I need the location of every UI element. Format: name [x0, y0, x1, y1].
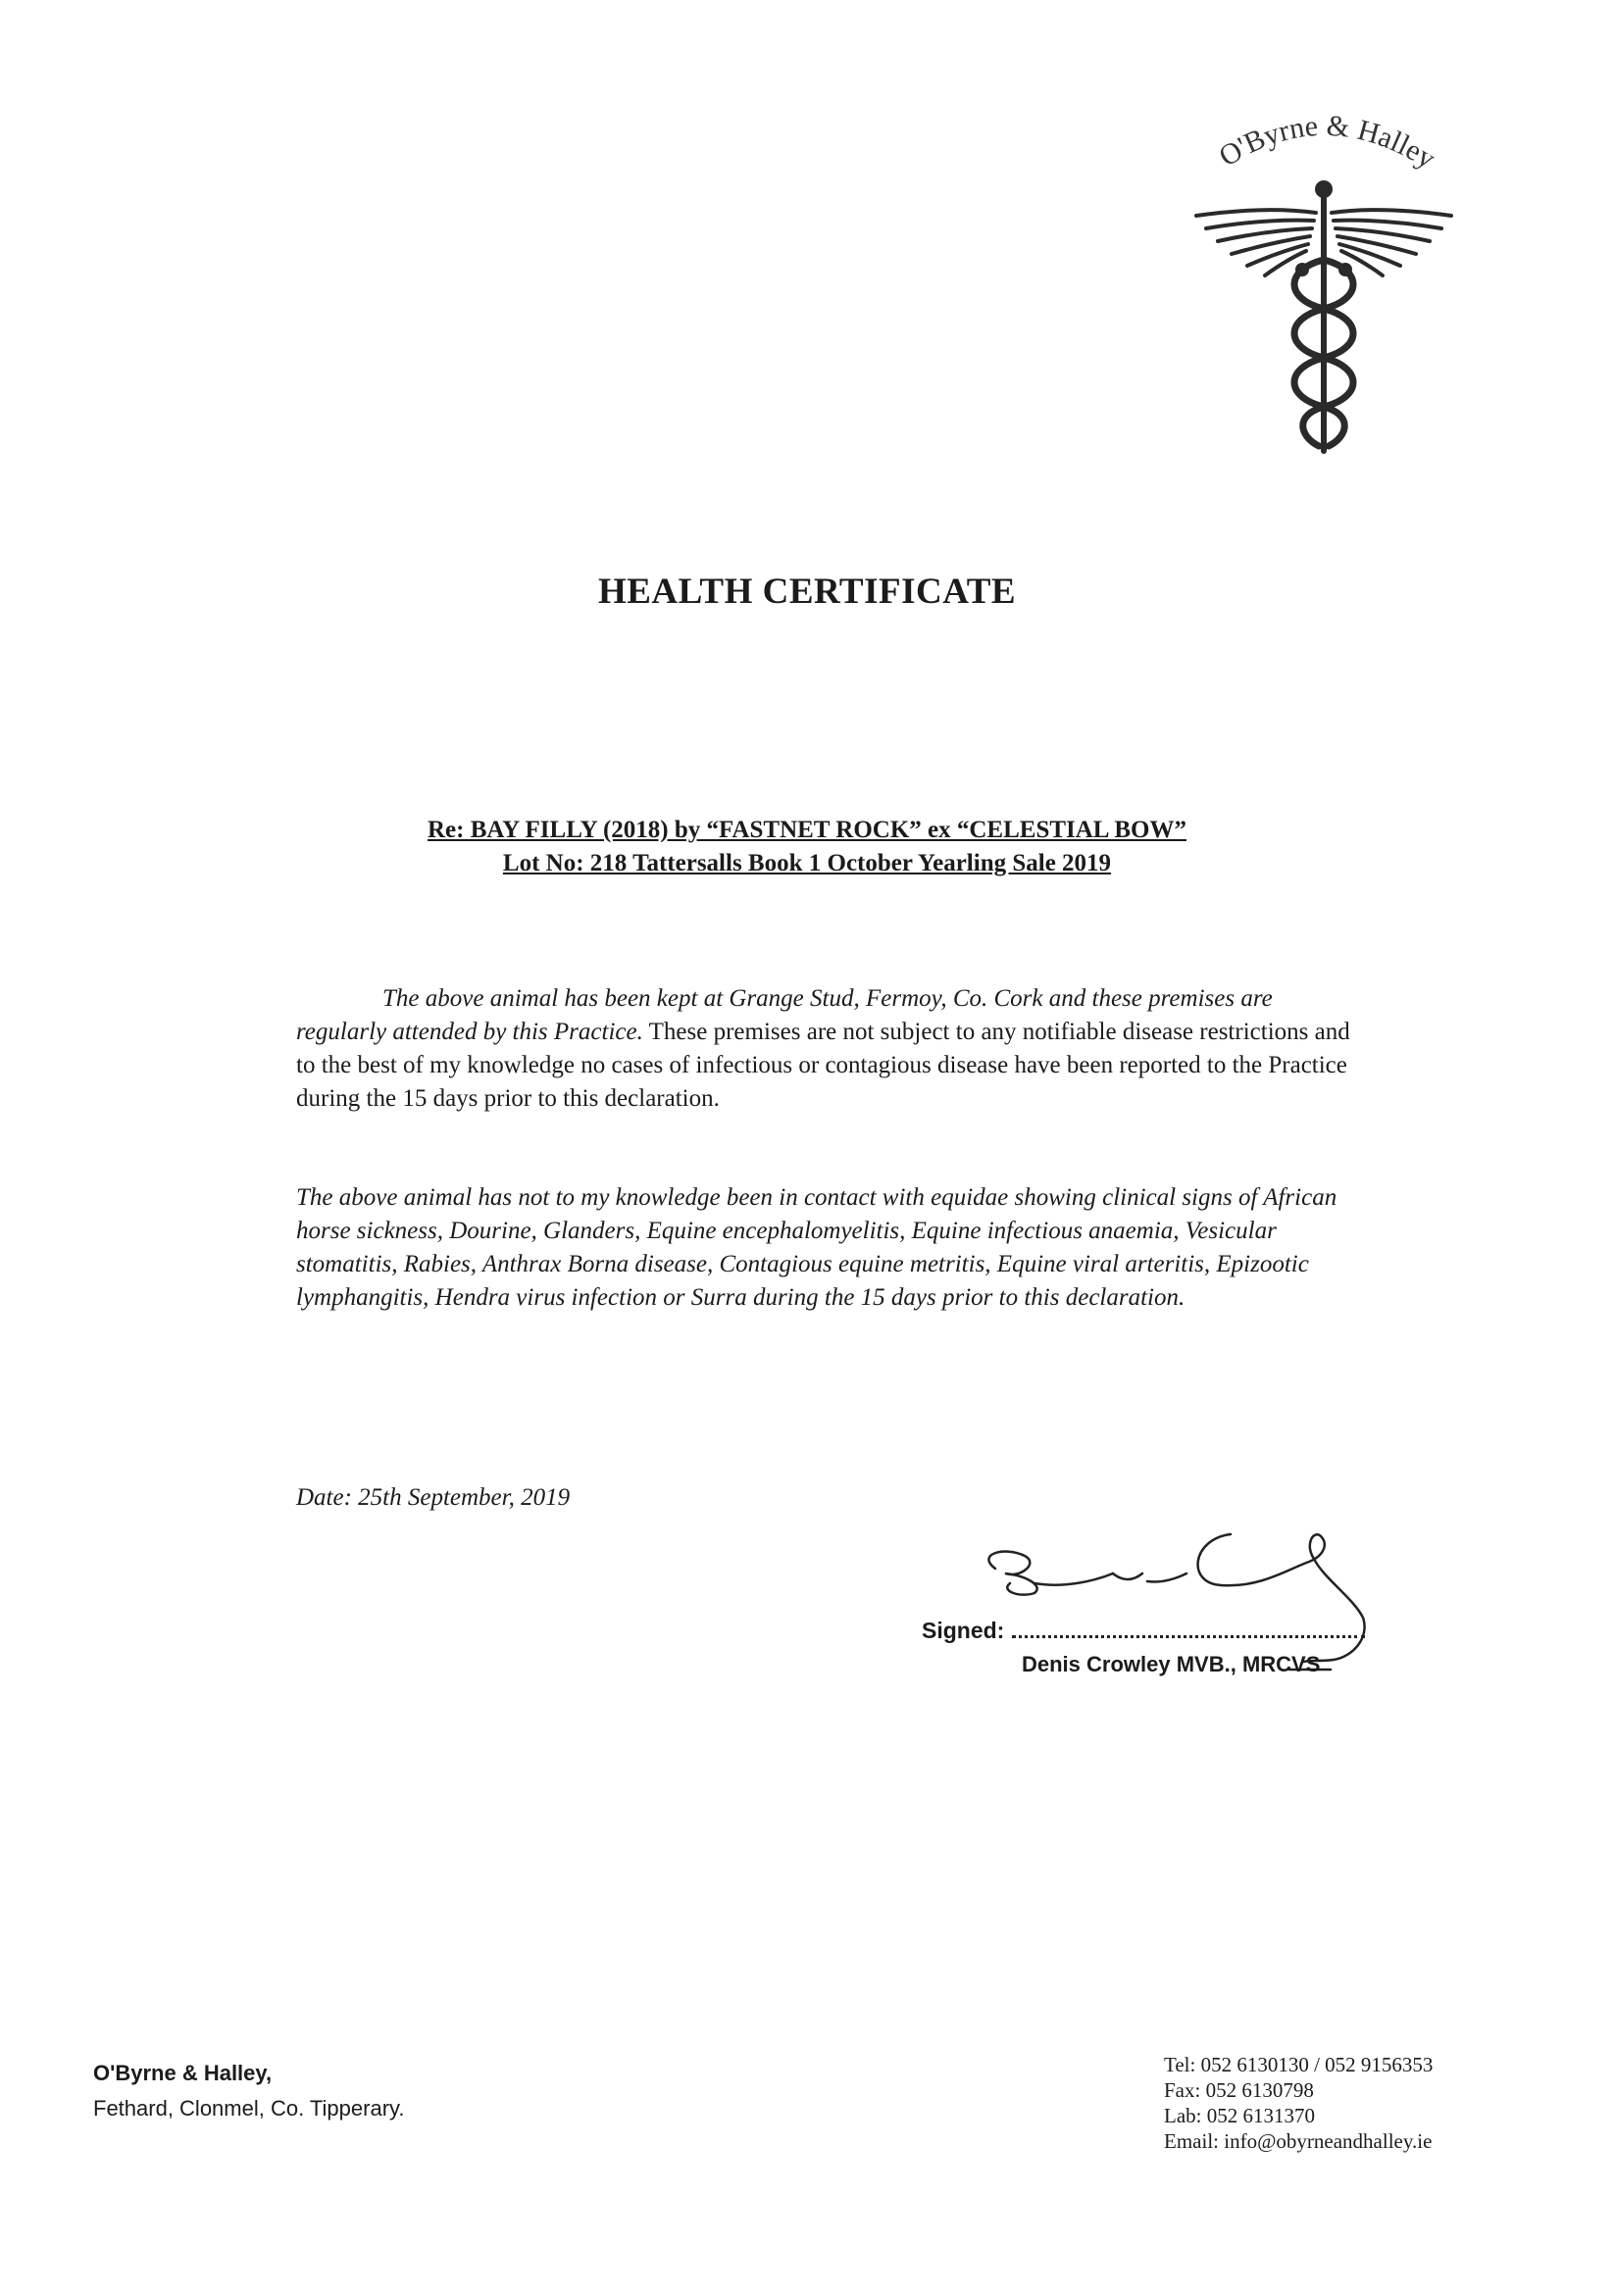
reference-subject: Re: BAY FILLY (2018) by “FASTNET ROCK” ex “CELESTIAL BOW” [428, 817, 1186, 843]
contact-email: Email: info@obyrneandhalley.ie [1164, 2129, 1433, 2153]
paragraph-premises-rest: These premises are not subject to any notifiable disease restrictions and to the best of my knowledge no cases of infectious or contagious disease have been reported to the Practice during the 15 days prior to this declaration. [296, 1019, 1350, 1112]
contact-block [1164, 2052, 1433, 2154]
contact-tel: Tel: 052 6130130 / 052 9156353 [1164, 2053, 1434, 2076]
practice-logo [1177, 103, 1471, 466]
paragraph-premises-italic: The above animal has been kept at Grange Stud, Fermoy, Co. Cork and these premises are regularly attended by this Practice. [296, 985, 1273, 1045]
signed-label [922, 1618, 1365, 1644]
logo-text: O'Byrne & Halley [1213, 109, 1441, 175]
caduceus-icon [1196, 180, 1451, 451]
paragraph-disease-contact: The above animal has not to my knowledge been in contact with equidae showing clinical signs of African horse sickness, Dourine, Glanders, Equine encephalomyelitis, Equine infectious anaemia, Vesicular stomatitis, Rabies, Anthrax Borna disease, Contagious equine metritis, Equine viral arteritis, Epizootic lymphangitis, Hendra virus infection or Surra during the 15 days prior to this declaration. [296, 1184, 1337, 1311]
signatory-name: Denis Crowley MVB., MRCVS [1022, 1652, 1321, 1676]
certificate-date: Date: 25th September, 2019 [296, 1484, 571, 1511]
contact-fax: Fax: 052 6130798 [1164, 2078, 1314, 2102]
paragraph-premises [296, 982, 1355, 1116]
footer-address: Fethard, Clonmel, Co. Tipperary. [93, 2096, 405, 2121]
footer-practice-name: O'Byrne & Halley, [93, 2061, 273, 2085]
signature-line [1012, 1631, 1365, 1638]
reference-lot: Lot No: 218 Tattersalls Book 1 October Yearling Sale 2019 [502, 850, 1112, 876]
signed-label-text: Signed: [922, 1618, 1005, 1643]
document-title: HEALTH CERTIFICATE [597, 572, 1017, 612]
contact-lab: Lab: 052 6131370 [1164, 2104, 1315, 2127]
